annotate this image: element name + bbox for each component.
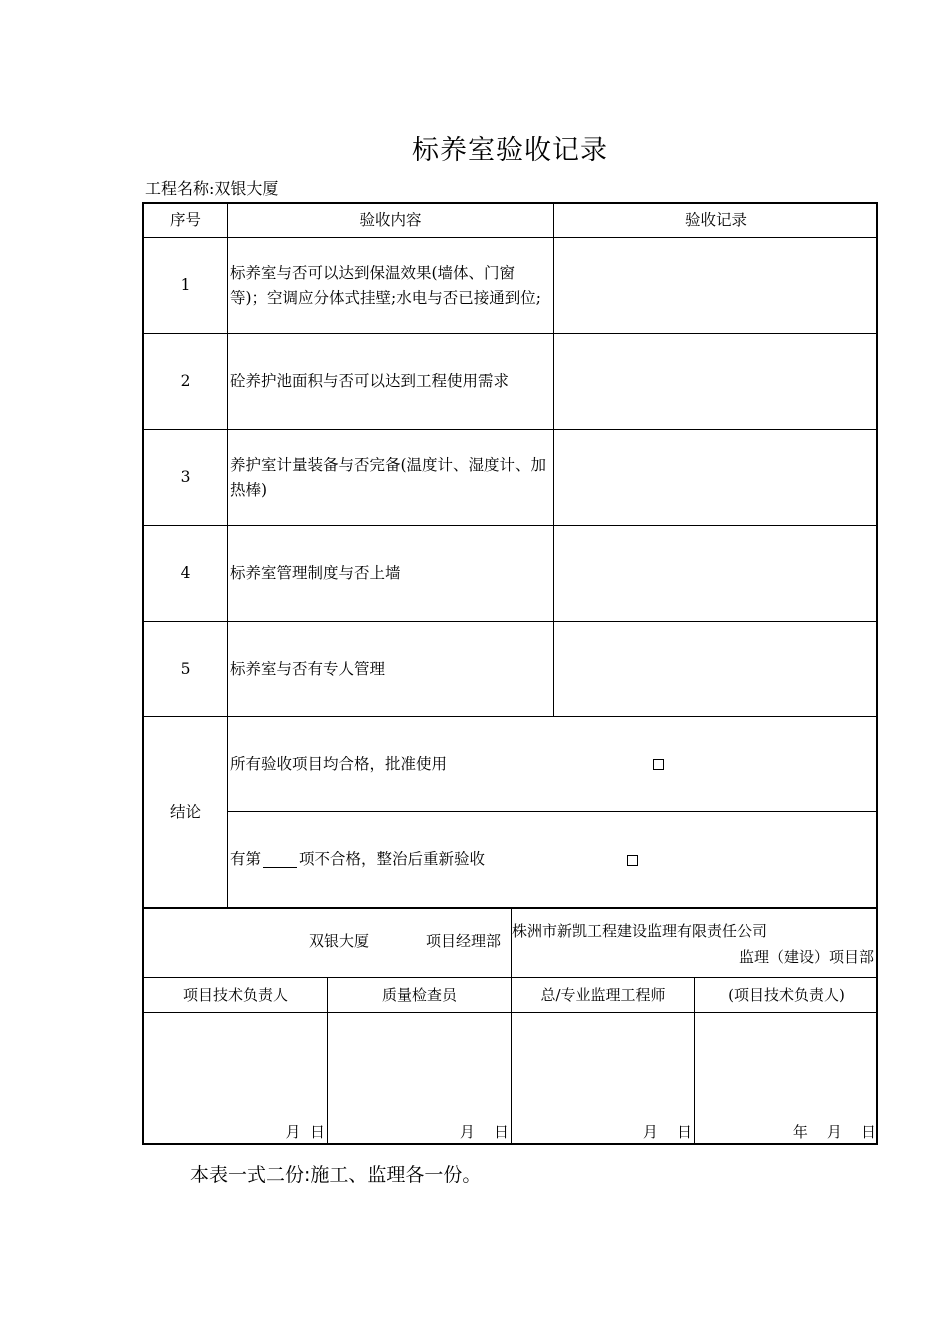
signature-date: 月 日 (285, 1122, 325, 1141)
contractor-dept: 项目经理部 (426, 931, 502, 950)
page-title: 标养室验收记录 (412, 135, 608, 166)
conclusion-option-fail (228, 812, 628, 907)
row-record[interactable] (554, 622, 878, 716)
signature-date: 月 日 (642, 1122, 692, 1141)
row-content: 养护室计量装备与否完备(温度计、湿度计、加热棒) (230, 455, 547, 499)
row-record[interactable] (554, 238, 878, 333)
row-seq: 3 (180, 468, 191, 486)
supervisor-company: 株洲市新凯工程建设监理有限责任公司 (512, 921, 768, 940)
conclusion-option-pass: 所有验收项目均合格，批准使用 (230, 754, 448, 773)
signature-date: 年 月 日 (792, 1122, 876, 1141)
row-seq: 4 (180, 564, 191, 582)
contractor-name: 双银大厦 (309, 931, 370, 950)
row-content: 标养室与否有专人管理 (230, 659, 386, 678)
role-owner-tech-lead: (项目技术负责人) (728, 985, 845, 1004)
row-content: 标养室与否可以达到保温效果(墙体、门窗等)；空调应分体式挂壁;水电与否已接通到位; (230, 263, 541, 307)
signature-date: 月 日 (459, 1122, 509, 1141)
header-content: 验收内容 (359, 211, 422, 229)
row-record[interactable] (554, 334, 878, 429)
row-record[interactable] (554, 430, 878, 525)
role-tech-lead: 项目技术负责人 (182, 985, 288, 1004)
fail-item-number-blank[interactable] (263, 851, 297, 868)
fail-checkbox[interactable] (627, 855, 638, 866)
row-record[interactable] (554, 526, 878, 621)
row-seq: 2 (180, 372, 191, 390)
header-seq: 序号 (169, 211, 201, 229)
fail-prefix: 有第 (230, 850, 262, 868)
footnote: 本表一式二份:施工、监理各一份。 (190, 1164, 482, 1186)
acceptance-table (142, 202, 878, 1145)
supervisor-dept: 监理（建设）项目部 (738, 947, 874, 966)
conclusion-label: 结论 (169, 802, 201, 821)
row-content: 标养室管理制度与否上墙 (230, 564, 401, 582)
row-seq: 5 (180, 659, 191, 678)
fail-suffix: 项不合格，整治后重新验收 (299, 850, 486, 868)
row-content: 砼养护池面积与否可以达到工程使用需求 (230, 372, 510, 390)
project-name: 工程名称:双银大厦 (145, 179, 279, 198)
row-seq: 1 (180, 276, 191, 294)
header-record: 验收记录 (684, 211, 747, 229)
role-quality-inspector: 质量检查员 (381, 985, 457, 1004)
pass-checkbox[interactable] (653, 759, 664, 770)
role-supervising-engineer: 总/专业监理工程师 (540, 985, 666, 1004)
